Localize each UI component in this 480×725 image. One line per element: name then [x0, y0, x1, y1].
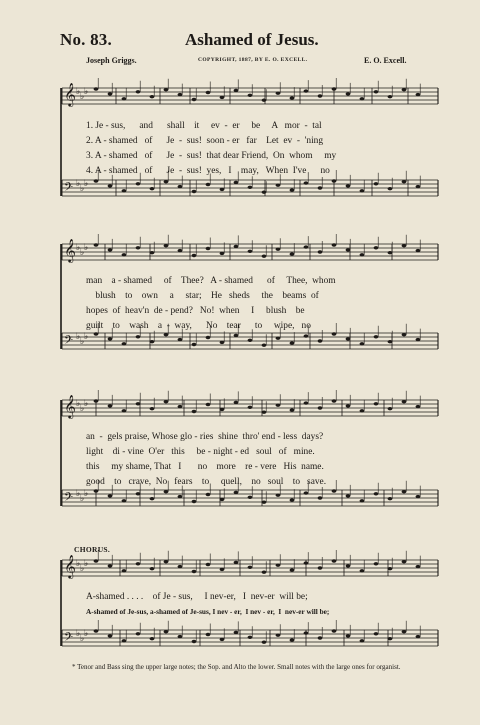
note-head	[290, 638, 295, 641]
flat-icon: ♭	[80, 493, 85, 503]
note-head	[262, 99, 267, 102]
note-head	[206, 336, 211, 339]
note-head	[108, 92, 113, 95]
note-head	[178, 565, 183, 568]
note-head	[136, 335, 141, 338]
flat-icon: ♭	[84, 331, 89, 341]
flat-icon: ♭	[80, 336, 85, 346]
note-head	[318, 566, 323, 569]
note-head	[360, 253, 365, 256]
flat-icon: ♭	[80, 403, 85, 413]
flat-icon: ♭	[84, 178, 89, 188]
hymn-title: Ashamed of Jesus.	[185, 30, 319, 49]
note-head	[416, 249, 421, 252]
note-head	[276, 404, 281, 407]
flat-icon: ♭	[76, 86, 81, 96]
note-head	[206, 633, 211, 636]
note-head	[304, 181, 309, 184]
note-head	[346, 92, 351, 95]
note-head	[346, 634, 351, 637]
note-head	[332, 559, 337, 562]
note-head	[248, 496, 253, 499]
note-head	[318, 339, 323, 342]
note-head	[248, 94, 253, 97]
note-head	[206, 563, 211, 566]
note-head	[234, 491, 239, 494]
note-head	[150, 251, 155, 254]
bass-clef-icon: 𝄢	[64, 632, 74, 647]
note-head	[178, 405, 183, 408]
flat-icon: ♭	[84, 628, 89, 638]
note-head	[164, 400, 169, 403]
note-head	[234, 245, 239, 248]
note-head	[416, 405, 421, 408]
note-head	[346, 404, 351, 407]
note-head	[374, 492, 379, 495]
note-head	[360, 189, 365, 192]
flat-icon: ♭	[80, 633, 85, 643]
flat-icon: ♭	[76, 558, 81, 568]
note-head	[192, 190, 197, 193]
lyric-line: light di - vine O'er this be - night - ed soul of mine.	[86, 447, 315, 457]
note-head	[332, 179, 337, 182]
hymn-number: No. 83.	[60, 30, 112, 49]
note-head	[374, 335, 379, 338]
note-head	[150, 95, 155, 98]
note-head	[192, 500, 197, 503]
note-head	[108, 494, 113, 497]
flat-icon: ♭	[84, 558, 89, 568]
note-head	[150, 407, 155, 410]
note-head	[318, 250, 323, 253]
note-head	[290, 341, 295, 344]
note-head	[360, 409, 365, 412]
note-head	[108, 248, 113, 251]
note-head	[304, 631, 309, 634]
note-head	[94, 629, 99, 632]
note-head	[276, 92, 281, 95]
note-head	[416, 185, 421, 188]
note-head	[136, 90, 141, 93]
note-head	[332, 399, 337, 402]
note-head	[346, 248, 351, 251]
note-head	[220, 568, 225, 571]
note-head	[402, 88, 407, 91]
note-head	[318, 186, 323, 189]
note-head	[94, 87, 99, 90]
note-head	[262, 191, 267, 194]
bass-clef-icon: 𝄢	[64, 335, 74, 350]
note-head	[318, 94, 323, 97]
flat-icon: ♭	[76, 178, 81, 188]
note-head	[262, 344, 267, 347]
note-head	[374, 632, 379, 635]
note-head	[178, 635, 183, 638]
note-head	[234, 334, 239, 337]
note-head	[136, 492, 141, 495]
note-head	[262, 641, 267, 644]
note-head	[164, 180, 169, 183]
note-head	[262, 501, 267, 504]
note-head	[262, 411, 267, 414]
note-head	[108, 337, 113, 340]
note-head	[192, 570, 197, 573]
note-head	[178, 338, 183, 341]
note-head	[374, 182, 379, 185]
note-head	[248, 566, 253, 569]
note-head	[374, 402, 379, 405]
treble-clef-icon: 𝄞	[64, 240, 76, 262]
note-head	[122, 639, 127, 642]
note-head	[304, 89, 309, 92]
treble-clef-icon: 𝄞	[64, 556, 76, 578]
note-head	[388, 340, 393, 343]
note-head	[304, 561, 309, 564]
flat-icon: ♭	[84, 488, 89, 498]
note-head	[108, 404, 113, 407]
treble-clef-icon: 𝄞	[64, 84, 76, 106]
note-head	[304, 245, 309, 248]
note-head	[276, 337, 281, 340]
lyric-line: good to crave, No fears to quell, no soul to save.	[86, 477, 327, 487]
note-head	[192, 640, 197, 643]
flat-icon: ♭	[84, 398, 89, 408]
note-head	[374, 90, 379, 93]
flat-icon: ♭	[80, 563, 85, 573]
note-head	[318, 636, 323, 639]
note-head	[416, 93, 421, 96]
note-head	[262, 571, 267, 574]
note-head	[164, 490, 169, 493]
note-head	[136, 562, 141, 565]
chorus-label: CHORUS.	[74, 545, 111, 554]
note-head	[206, 183, 211, 186]
flat-icon: ♭	[84, 86, 89, 96]
note-head	[402, 630, 407, 633]
note-head	[388, 95, 393, 98]
note-head	[150, 187, 155, 190]
note-head	[388, 251, 393, 254]
note-head	[94, 243, 99, 246]
flat-icon: ♭	[84, 242, 89, 252]
note-head	[192, 343, 197, 346]
note-head	[416, 338, 421, 341]
note-head	[276, 248, 281, 251]
chorus-lyric-line: A-shamed of Je-sus, a-shamed of Je-sus, I nev - er, I nev - er, I nev-er will be;	[86, 607, 330, 616]
note-head	[248, 406, 253, 409]
flat-icon: ♭	[80, 247, 85, 257]
note-head	[122, 97, 127, 100]
flat-icon: ♭	[76, 242, 81, 252]
note-head	[122, 342, 127, 345]
note-head	[360, 499, 365, 502]
note-head	[164, 630, 169, 633]
note-head	[220, 252, 225, 255]
note-head	[150, 497, 155, 500]
note-head	[346, 564, 351, 567]
note-head	[220, 188, 225, 191]
lyric-line: guilt to wash a - way, No tear to wipe, no	[86, 321, 311, 331]
flat-icon: ♭	[80, 91, 85, 101]
note-head	[206, 247, 211, 250]
note-head	[290, 96, 295, 99]
note-head	[234, 561, 239, 564]
note-head	[290, 498, 295, 501]
note-head	[136, 402, 141, 405]
note-head	[402, 244, 407, 247]
author-credit: Joseph Griggs.	[86, 56, 137, 65]
note-head	[248, 250, 253, 253]
lyric-line: 1. Je - sus, and shall it ev - er be A mor - tal	[86, 121, 322, 131]
note-head	[206, 91, 211, 94]
note-head	[276, 564, 281, 567]
note-head	[178, 249, 183, 252]
lyric-line: this my shame, That I no more re - vere His name.	[86, 462, 324, 472]
note-head	[290, 568, 295, 571]
lyric-line: an - gels praise, Whose glo - ries shine thro' end - less days?	[86, 432, 324, 442]
note-head	[122, 189, 127, 192]
note-head	[304, 334, 309, 337]
flat-icon: ♭	[76, 628, 81, 638]
note-head	[234, 181, 239, 184]
note-head	[164, 560, 169, 563]
note-head	[94, 559, 99, 562]
note-head	[346, 337, 351, 340]
note-head	[360, 639, 365, 642]
note-head	[108, 564, 113, 567]
chorus-lyric-line: A-shamed . . . . of Je - sus, I nev-er, I nev-er will be;	[86, 592, 308, 602]
note-head	[276, 634, 281, 637]
note-head	[248, 339, 253, 342]
note-head	[164, 88, 169, 91]
note-head	[416, 495, 421, 498]
note-head	[220, 498, 225, 501]
note-head	[402, 180, 407, 183]
note-head	[374, 246, 379, 249]
note-head	[248, 636, 253, 639]
footnote: * Tenor and Bass sing the upper large notes; the Sop. and Alto the lower. Small notes with the large ones for organist.	[72, 663, 401, 671]
note-head	[136, 632, 141, 635]
note-head	[262, 255, 267, 258]
note-head	[122, 499, 127, 502]
note-head	[136, 182, 141, 185]
note-head	[206, 403, 211, 406]
note-head	[220, 341, 225, 344]
note-head	[332, 243, 337, 246]
note-head	[178, 185, 183, 188]
note-head	[178, 495, 183, 498]
note-head	[108, 634, 113, 637]
note-head	[346, 494, 351, 497]
lyric-line: blush to own a star; He sheds the beams of	[86, 291, 319, 301]
note-head	[192, 410, 197, 413]
note-head	[220, 638, 225, 641]
note-head	[290, 188, 295, 191]
flat-icon: ♭	[76, 398, 81, 408]
lyric-line: 3. A - shamed of Je - sus! that dear Friend, On whom my	[86, 151, 337, 161]
note-head	[402, 560, 407, 563]
copyright-notice: COPYRIGHT, 1887, BY E. O. EXCELL.	[198, 57, 308, 63]
treble-clef-icon: 𝄞	[64, 396, 76, 418]
note-head	[318, 496, 323, 499]
note-head	[164, 244, 169, 247]
note-head	[304, 401, 309, 404]
note-head	[178, 93, 183, 96]
note-head	[388, 407, 393, 410]
note-head	[388, 497, 393, 500]
note-head	[318, 406, 323, 409]
note-head	[388, 567, 393, 570]
lyric-line: man a - shamed of Thee? A - shamed of Thee, whom	[86, 276, 336, 286]
bass-clef-icon: 𝄢	[64, 492, 74, 507]
note-head	[276, 494, 281, 497]
note-head	[122, 409, 127, 412]
note-head	[234, 401, 239, 404]
note-head	[192, 254, 197, 257]
note-head	[234, 89, 239, 92]
note-head	[206, 493, 211, 496]
lyric-line: 4. A - shamed of Je - sus! yes, I may, When I've no	[86, 166, 330, 176]
note-head	[234, 631, 239, 634]
note-head	[220, 96, 225, 99]
note-head	[94, 179, 99, 182]
note-head	[220, 408, 225, 411]
note-head	[388, 187, 393, 190]
note-head	[304, 491, 309, 494]
flat-icon: ♭	[80, 183, 85, 193]
note-head	[150, 340, 155, 343]
note-head	[388, 637, 393, 640]
note-head	[402, 400, 407, 403]
note-head	[374, 562, 379, 565]
note-head	[94, 399, 99, 402]
lyric-line: 2. A - shamed of Je - sus! soon - er far Let ev - 'ning	[86, 136, 324, 146]
note-head	[332, 87, 337, 90]
note-head	[192, 98, 197, 101]
note-head	[416, 635, 421, 638]
note-head	[290, 408, 295, 411]
note-head	[360, 342, 365, 345]
note-head	[150, 637, 155, 640]
note-head	[416, 565, 421, 568]
lyric-line: hopes of heav'n de - pend? No! when I blush be	[86, 306, 305, 316]
note-head	[290, 252, 295, 255]
note-head	[360, 569, 365, 572]
composer-credit: E. O. Excell.	[364, 56, 407, 65]
note-head	[150, 567, 155, 570]
note-head	[346, 184, 351, 187]
note-head	[136, 246, 141, 249]
flat-icon: ♭	[76, 488, 81, 498]
note-head	[122, 569, 127, 572]
bass-clef-icon: 𝄢	[64, 182, 74, 197]
note-head	[108, 184, 113, 187]
note-head	[360, 97, 365, 100]
note-head	[402, 490, 407, 493]
flat-icon: ♭	[76, 331, 81, 341]
note-head	[248, 186, 253, 189]
note-head	[122, 253, 127, 256]
note-head	[276, 184, 281, 187]
note-head	[332, 629, 337, 632]
